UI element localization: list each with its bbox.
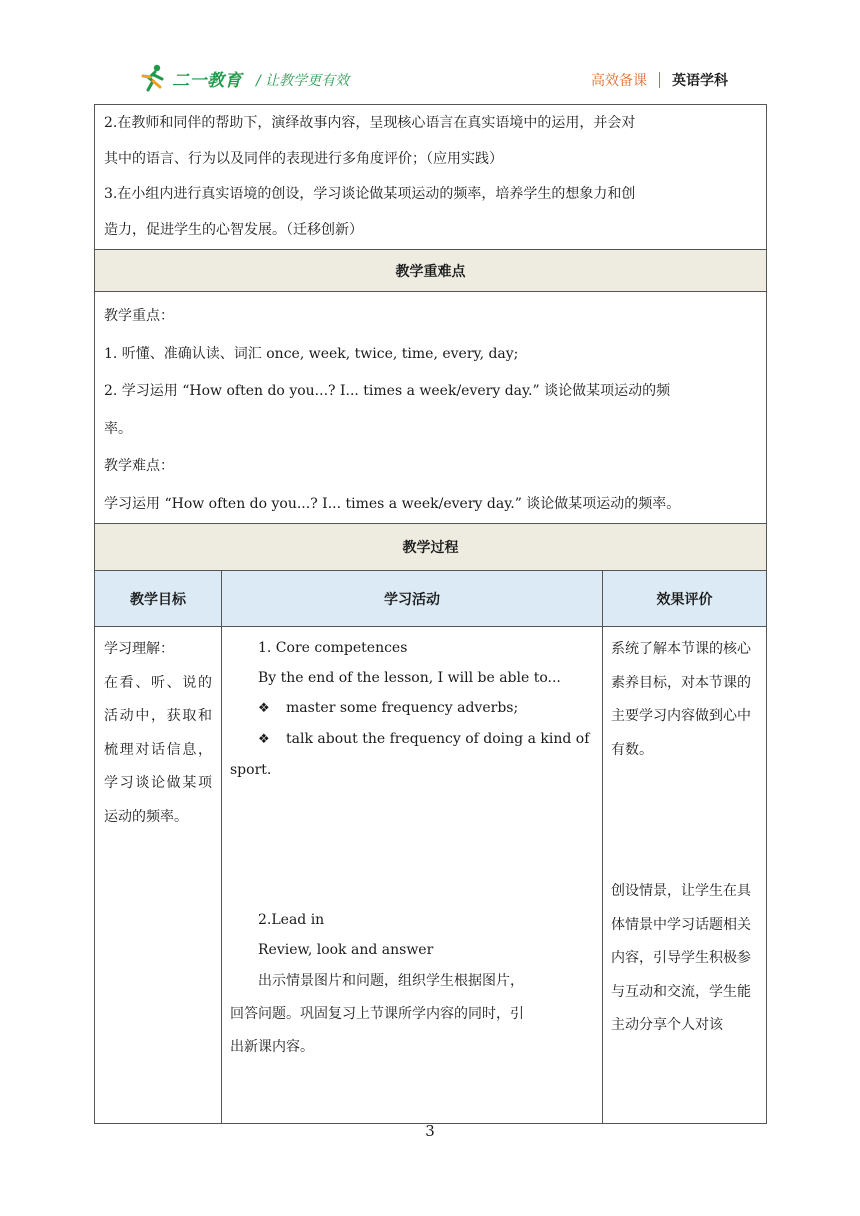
page-header — [138, 58, 728, 98]
objective-2-line-b: 其中的语言、行为以及同伴的表现进行多角度评价；（应用实践） — [104, 150, 503, 167]
goal-description: 在看、听、说的活动中，获取和梳理对话信息，学习谈论做某项运动的频率。 — [104, 674, 212, 825]
activity-cell — [222, 627, 603, 1124]
goal-label: 学习理解： — [104, 641, 174, 657]
process-heading-row — [95, 524, 767, 571]
objectives-cell — [95, 105, 767, 250]
keypoints-heading-row — [95, 250, 767, 292]
activity-1-bullet-1 — [230, 693, 594, 724]
eval-1: 系统了解本节课的核心素养目标，对本节课的主要学习内容做到心中有数。 — [611, 641, 751, 758]
key-point-1: 1. 听懂、准确认读、词汇 once, week, twice, time, every, day; — [104, 345, 519, 362]
keypoints-cell — [95, 292, 767, 524]
activity-2-subtitle: Review, look and answer — [258, 942, 434, 958]
eval-2: 创设情景，让学生在具体情景中学习话题相关内容，引导学生积极参与互动和交流，学生能主动分享个人对该 — [611, 883, 751, 1033]
objectives-row — [95, 105, 767, 250]
objective-2-line-a: 2.在教师和同伴的帮助下，演绎故事内容，呈现核心语言在真实语境中的运用，并会对 — [104, 115, 636, 131]
objective-3-line-a: 3.在小组内进行真实语境的创设，学习谈论做某项运动的频率，培养学生的想象力和创 — [104, 186, 636, 202]
activity-2-desc-b: 回答问题。巩固复习上节课所学内容的同时，引 — [230, 1006, 524, 1022]
keypoints-row — [95, 292, 767, 524]
diamond-bullet-icon: ❖ — [258, 701, 270, 716]
activity-2-desc-c: 出新课内容。 — [230, 1039, 314, 1055]
activity-1-intro: By the end of the lesson, I will be able to... — [258, 670, 561, 686]
lesson-plan-table — [94, 104, 767, 1124]
goal-cell — [95, 627, 222, 1124]
logo-text: 二一教育 — [172, 70, 242, 91]
diamond-bullet-icon: ❖ — [258, 732, 270, 747]
activity-1-bullet-2 — [230, 724, 594, 755]
header-subject — [591, 70, 728, 90]
col-header-eval: 效果评价 — [603, 571, 767, 627]
process-heading: 教学过程 — [95, 524, 767, 571]
logo — [138, 62, 242, 94]
keypoints-heading: 教学重难点 — [95, 250, 767, 292]
spacer — [230, 785, 594, 905]
runner-logo-icon — [138, 63, 168, 93]
key-point-2-b: 率。 — [104, 420, 132, 437]
col-header-activity: 学习活动 — [222, 571, 603, 627]
header-divider — [659, 72, 660, 88]
activity-1-title: 1. Core competences — [258, 640, 408, 656]
eval-cell — [603, 627, 767, 1124]
col-header-goal: 教学目标 — [95, 571, 222, 627]
key-label: 教学重点： — [104, 308, 174, 324]
difficulty-1: 学习运用 “How often do you...? I... times a week/every day.” 谈论做某项运动的频率。 — [104, 495, 681, 512]
difficulty-label: 教学难点： — [104, 458, 174, 474]
header-label-subject: 英语学科 — [672, 73, 728, 89]
key-point-2-a: 2. 学习运用 “How often do you...? I... times a week/every day.” 谈论做某项运动的频 — [104, 383, 671, 399]
slogan: / 让教学更有效 — [256, 73, 350, 89]
activity-2-title: 2.Lead in — [258, 912, 325, 928]
activity-2-desc-a: 出示情景图片和问题，组织学生根据图片， — [258, 973, 524, 989]
bullet-2-text: talk about the frequency of doing a kind of — [286, 731, 590, 747]
activity-1-bullet-2-cont: sport. — [230, 762, 272, 778]
activity-block — [222, 627, 602, 1070]
bullet-1-text: master some frequency adverbs; — [286, 700, 519, 716]
header-label-prep: 高效备课 — [591, 73, 647, 89]
process-content-row — [95, 627, 767, 1124]
page-number: 3 — [425, 1122, 435, 1140]
goal-text — [95, 627, 221, 840]
column-header-row — [95, 571, 767, 627]
objective-3-line-b: 造力，促进学生的心智发展。（迁移创新） — [104, 221, 363, 238]
